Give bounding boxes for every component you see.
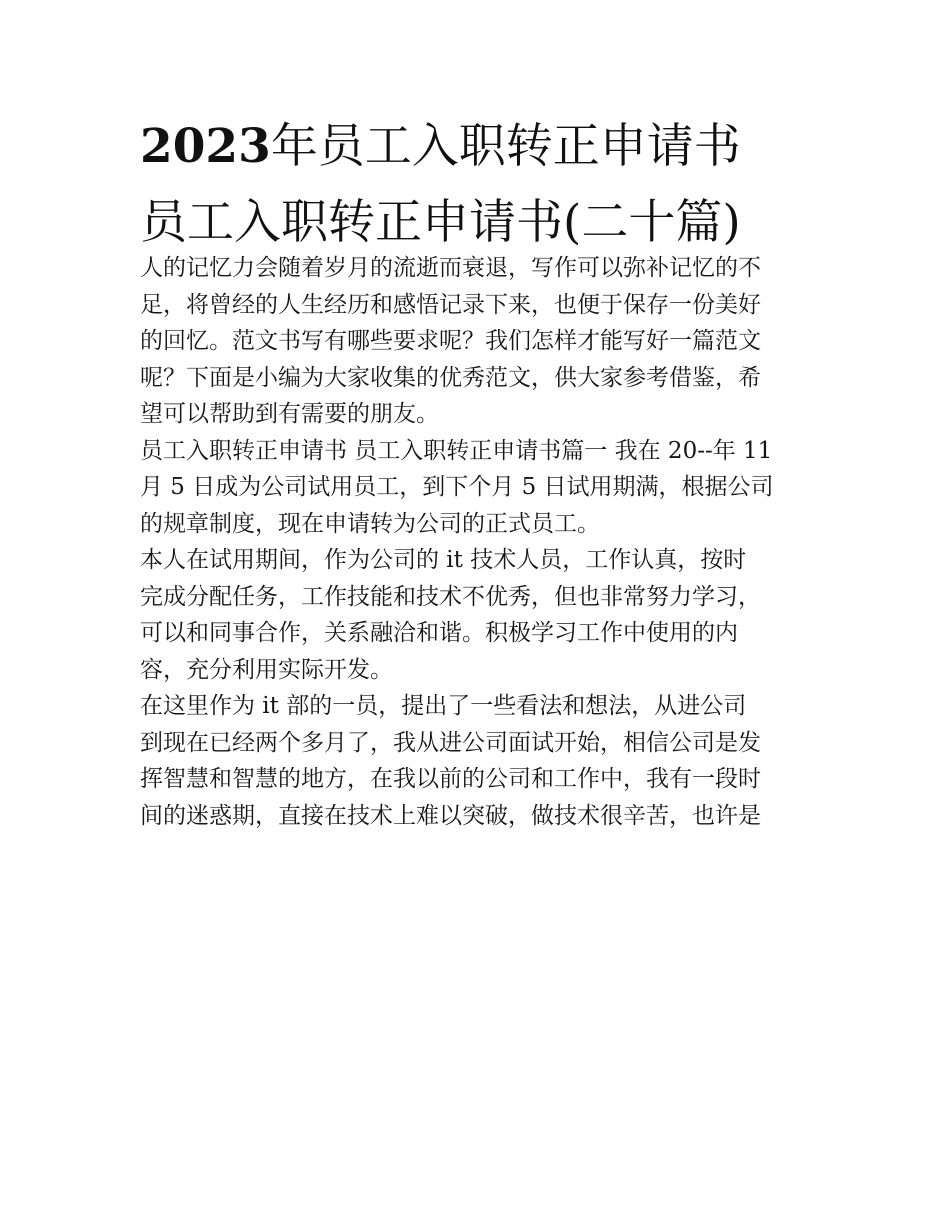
paragraph-line: 容，充分利用实际开发。: [140, 656, 393, 683]
paragraph-line: 间的迷惑期，直接在技术上难以突破，做技术很辛苦，也许是: [140, 802, 761, 829]
title-line-1-text: 年员工入职转正申请书: [270, 119, 741, 174]
paragraph-line: 可以和同事合作，关系融洽和谐。积极学习工作中使用的内: [140, 620, 738, 646]
paragraph-line: 完成分配任务，工作技能和技术不优秀，但也非常努力学习，: [140, 583, 761, 610]
paragraph-line: 足，将曾经的人生经历和感悟记录下来，也便于保存一份美好: [140, 291, 761, 318]
paragraph-line: 在这里作为 it 部的一员，提出了一些看法和想法，从进公司: [140, 693, 747, 719]
paragraph-it-department: [140, 688, 820, 834]
paragraph-line: 到现在已经两个多月了，我从进公司面试开始，相信公司是发: [140, 729, 761, 756]
paragraph-line: 的回忆。范文书写有哪些要求呢？我们怎样才能写好一篇范文: [140, 328, 761, 354]
document-title-line-1: [140, 117, 741, 177]
document-title-line-2: 员工入职转正申请书(二十篇): [140, 195, 741, 250]
paragraph-application: [140, 433, 820, 543]
title-year: 2023: [140, 119, 271, 174]
paragraph-line: 呢？下面是小编为大家收集的优秀范文，供大家参考借鉴，希: [140, 364, 761, 391]
paragraph-probation: [140, 542, 820, 688]
paragraph-line: 挥智慧和智慧的地方，在我以前的公司和工作中，我有一段时: [140, 766, 761, 792]
paragraph-line: 人的记忆力会随着岁月的流逝而衰退，写作可以弥补记忆的不: [140, 255, 761, 281]
paragraph-line: 望可以帮助到有需要的朋友。: [140, 401, 439, 427]
paragraph-line: 的规章制度，现在申请转为公司的正式员工。: [140, 510, 600, 537]
paragraph-line: 员工入职转正申请书 员工入职转正申请书篇一 我在 20--年 11: [140, 437, 773, 464]
paragraph-line: 月 5 日成为公司试用员工，到下个月 5 日试用期满，根据公司: [140, 474, 774, 500]
document-body: [140, 250, 820, 834]
paragraph-intro: [140, 250, 820, 433]
paragraph-line: 本人在试用期间，作为公司的 it 技术人员，工作认真，按时: [140, 547, 747, 573]
